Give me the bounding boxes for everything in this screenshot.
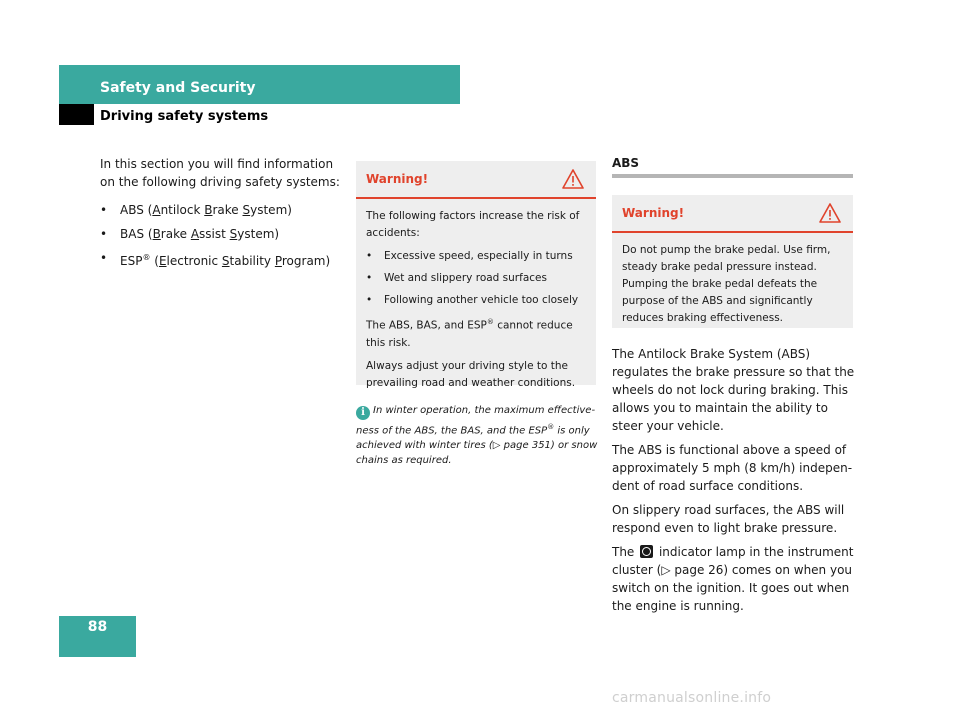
abs-paragraph-4: The indicator lamp in the instrument cluster (▷ page 26) comes on when you switch on the ignition. It goes out when the engine is running. (612, 545, 854, 613)
intro-column (100, 155, 345, 276)
warning-box-risk (356, 161, 596, 389)
list-item: • Excessive speed, especially in turns (366, 248, 586, 265)
intro-text: In this section you will find information on the following driving safety systems: (100, 157, 340, 189)
list-item-esp: • ESP® (Electronic Stability Program) (100, 249, 345, 270)
info-note: i In winter operation, the maximum effectiveness of the ABS, the BAS, and the ESP® is only achieved with winter tires (▷ page 351) or snow chains as required. (356, 405, 598, 467)
warning-advice: Always adjust your driving style to the prevailing road and weather conditions. (366, 359, 576, 389)
warning-triangle-icon (819, 203, 841, 223)
heading-divider (612, 174, 853, 178)
info-icon: i (356, 406, 370, 420)
warning-header (356, 161, 596, 199)
page-ref-arrow-icon: ▷ (661, 563, 671, 577)
list-item-bas: • BAS (Brake Assist System) (100, 225, 345, 243)
warning-triangle-icon (562, 169, 584, 189)
abs-paragraph-3: On slippery road surfaces, the ABS will respond even to light brake pressure. (612, 503, 845, 535)
page-subtitle: Driving safety systems (100, 109, 269, 124)
warning-label: Warning! (622, 206, 685, 220)
abs-paragraph-2: The ABS is functional above a speed of approximately 5 mph (8 km/h) independent of road surface conditions. (612, 443, 853, 493)
warning-box-pump (612, 195, 853, 328)
warning-label: Warning! (366, 172, 429, 186)
warning-note: The ABS, BAS, and ESP® cannot reduce this risk. (366, 318, 573, 349)
systems-list (100, 201, 345, 270)
abs-paragraph-1: The Antilock Brake System (ABS) regulates the brake pressure so that the wheels do not lock during braking. This allows you to maintain the ability to steer your vehicle. (612, 347, 855, 433)
list-item: • Wet and slippery road surfaces (366, 270, 586, 287)
abs-heading: ABS (612, 156, 640, 170)
watermark: carmanualsonline.info (612, 690, 772, 706)
page-ref-arrow-icon: ▷ (492, 440, 501, 452)
warning-text: Do not pump the brake pedal. Use firm, steady brake pedal pressure instead. Pumping the brake pedal defeats the purpose of the ABS and significantly reduces braking effectiveness. (622, 244, 831, 324)
warning-intro: The following factors increase the risk of accidents: (366, 210, 580, 239)
page-number: 88 (87, 619, 108, 635)
warning-header (612, 195, 853, 233)
abs-column (612, 345, 857, 621)
warning-body (356, 199, 596, 404)
list-item-abs: • ABS (Antilock Brake System) (100, 201, 345, 219)
section-tab-marker (59, 104, 94, 125)
list-item: • Following another vehicle too closely (366, 292, 586, 309)
warning-body (612, 233, 853, 339)
abs-indicator-lamp-icon (640, 545, 653, 558)
risk-factor-list (366, 248, 586, 309)
section-title: Safety and Security (100, 80, 256, 96)
